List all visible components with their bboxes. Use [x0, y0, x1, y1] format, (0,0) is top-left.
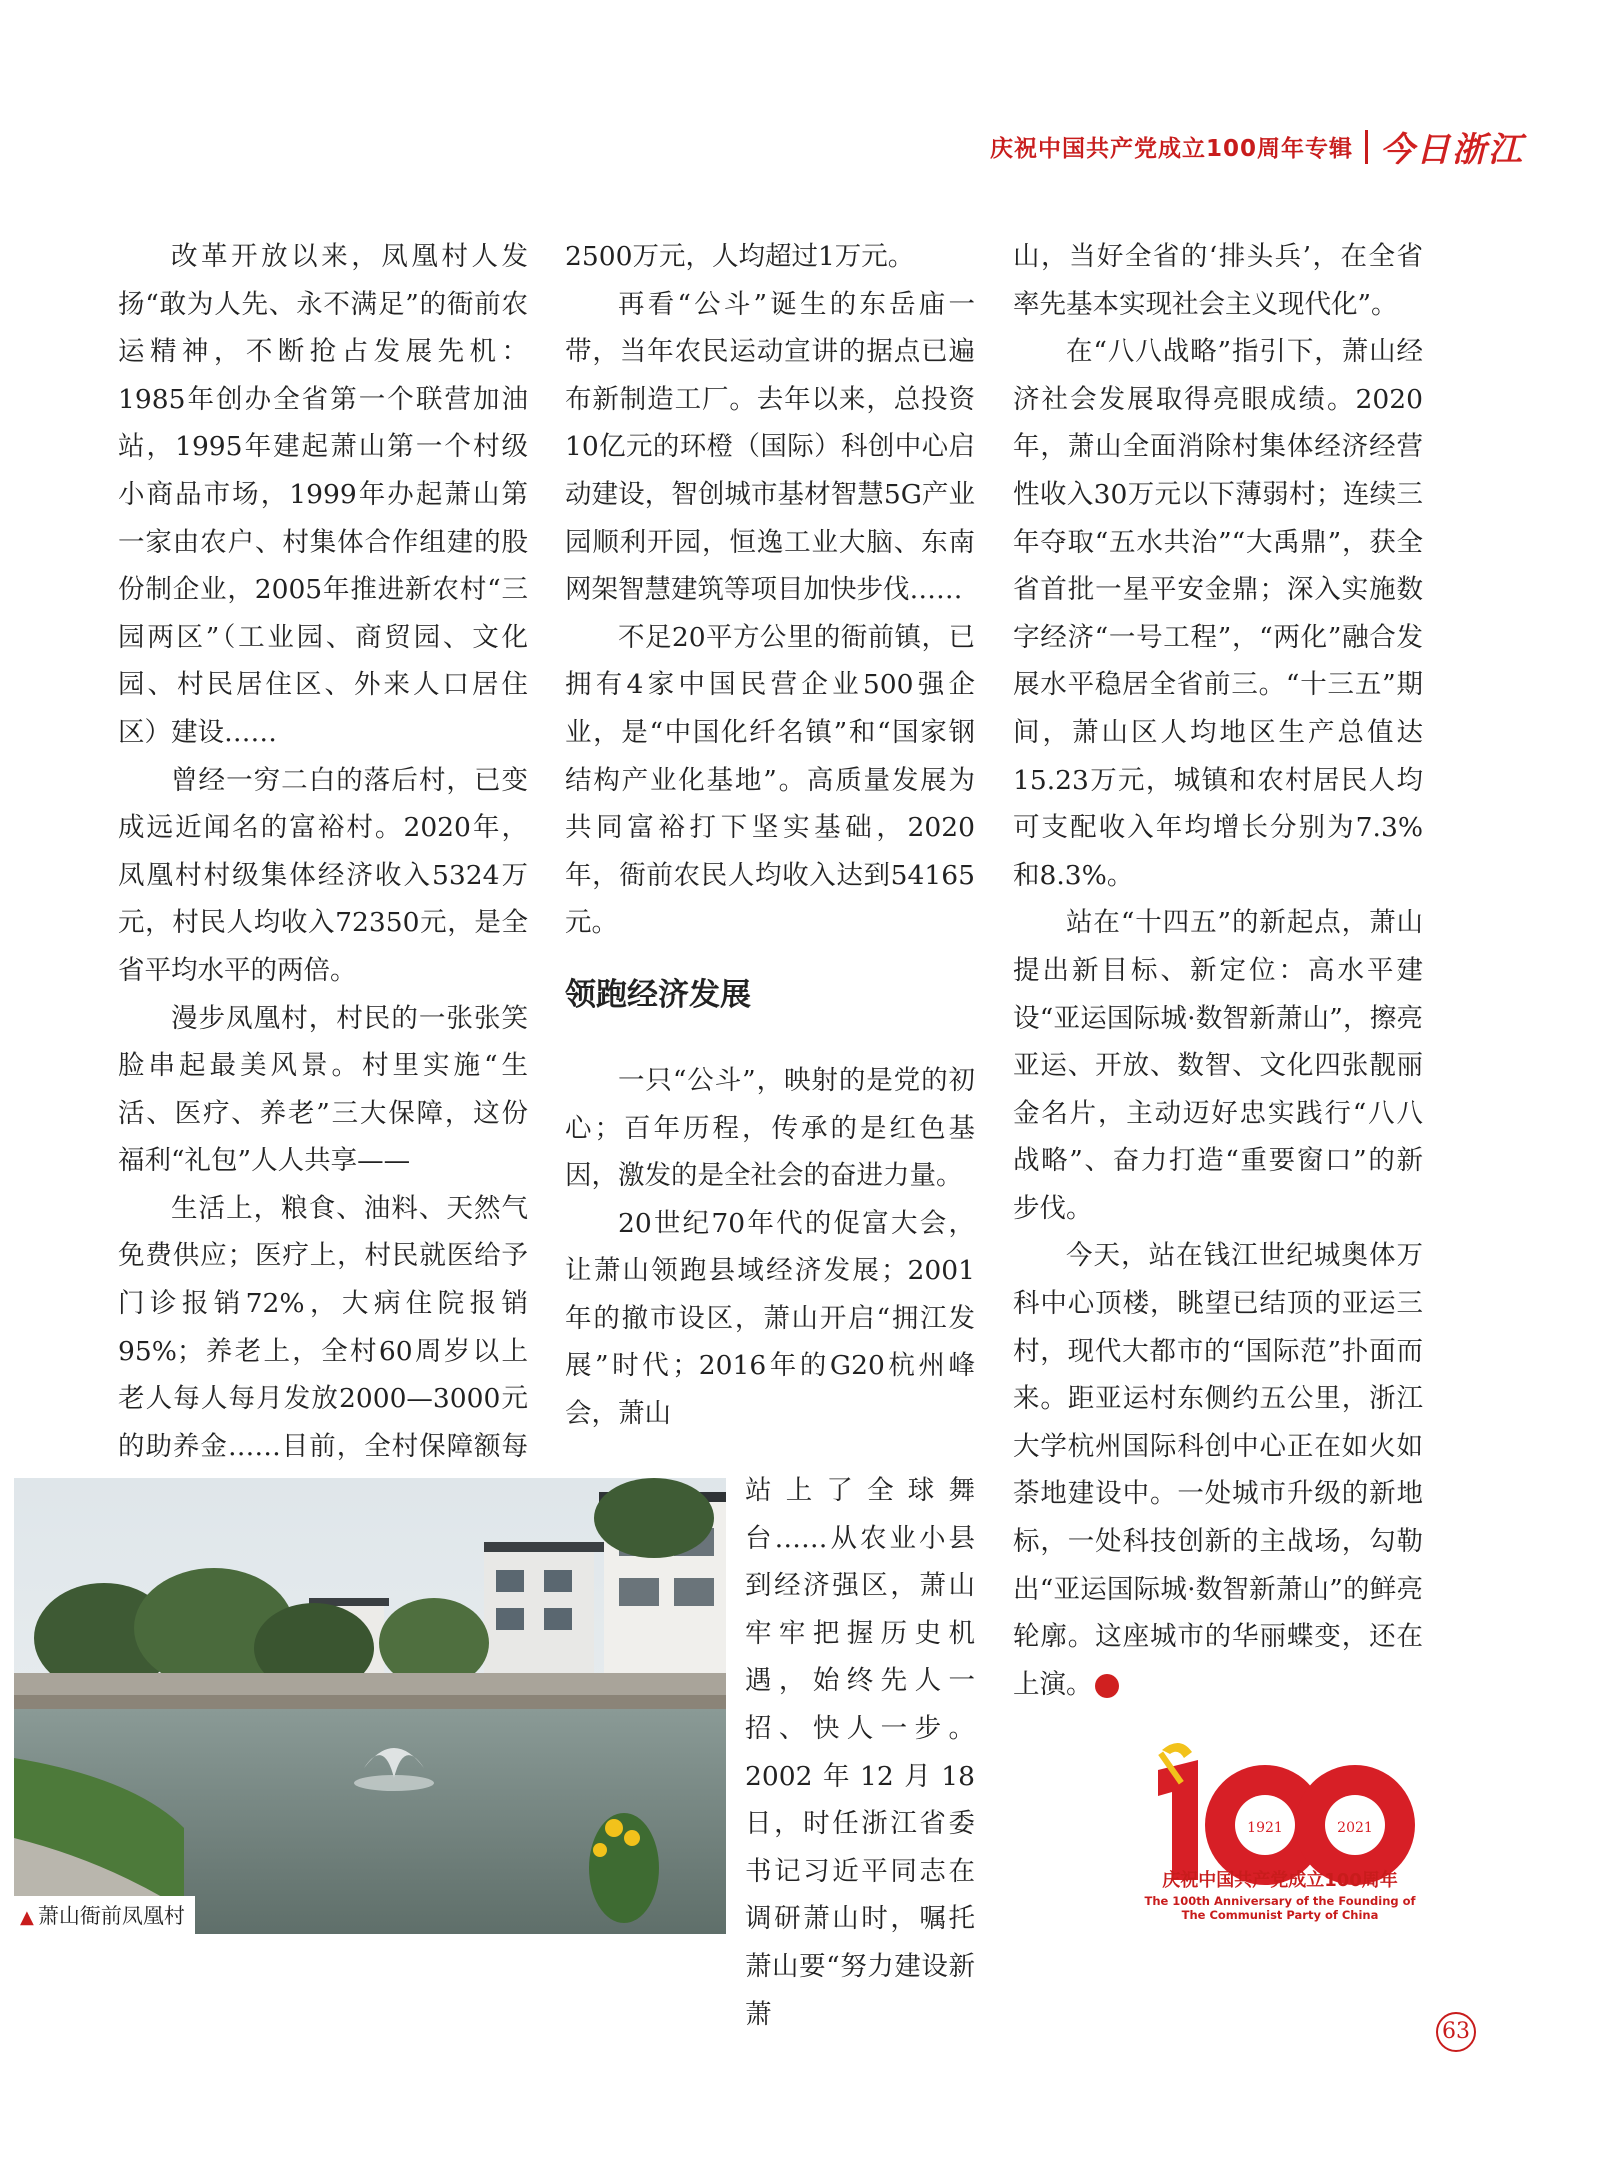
emblem-title-en-line2: The Communist Party of China	[1181, 1908, 1379, 1922]
magazine-logo: 今日浙江	[1380, 130, 1525, 170]
paragraph: 再看“公斗”诞生的东岳庙一带，当年农民运动宣讲的据点已遍布新制造工厂。去年以来，总投资10亿元的环橙（国际）科创中心启动建设，智创城市基材智慧5G产业园顺利开园，恒逸工业大脑、东南网架智慧建筑等项目加快步伐……	[565, 288, 975, 606]
photo-caption-text: 萧山衙前凤凰村	[37, 1904, 185, 1928]
triangle-icon: ▲	[20, 1907, 34, 1928]
page-number: 63	[1436, 2012, 1476, 2052]
paragraph: 生活上，粮食、油料、天然气免费供应；医疗上，村民就医给予门诊报销72%，大病住院报销95%；养老上，全村60周岁以上老人每人每月发放2000—3000元的助养金……目前，全村保障额每	[118, 1192, 528, 1462]
photo-caption	[14, 1896, 195, 1934]
paragraph: 不足20平方公里的衙前镇，已拥有4家中国民营企业500强企业，是“中国化纤名镇”和“国家钢结构产业化基地”。高质量发展为共同富裕打下坚实基础，2020年，衙前农民人均收入达到54165元。	[565, 621, 975, 939]
paragraph-continued: 2500万元，人均超过1万元。	[565, 241, 915, 272]
paragraph-continued: 山，当好全省的‘排头兵’，在全省率先基本实现社会主义现代化”。	[1013, 241, 1423, 320]
paragraph: 漫步凤凰村，村民的一张张笑脸串起最美风景。村里实施“生活、医疗、养老”三大保障，这份福利“礼包”人人共享——	[118, 1002, 528, 1177]
emblem-title-en	[1130, 1894, 1430, 1922]
paragraph: 20世纪70年代的促富大会，让萧山领跑县域经济发展；2001年的撤市设区，萧山开启“拥江发展”时代；2016年的G20杭州峰会，萧山	[565, 1207, 975, 1430]
paragraph: 一只“公斗”，映射的是党的初心；百年历程，传承的是红色基因，激发的是全社会的奋进力量。	[565, 1064, 975, 1192]
year-end: 2021	[1337, 1820, 1373, 1836]
article-column-2-wrap	[745, 1467, 975, 2038]
village-photo	[14, 1478, 726, 1934]
page-header	[990, 122, 1524, 171]
emblem-title-en-line1: The 100th Anniversary of the Founding of	[1144, 1894, 1416, 1908]
article-column-1	[118, 233, 528, 1518]
paragraph-text: 今天，站在钱江世纪城奥体万科中心顶楼，眺望已结顶的亚运三村，现代大都市的“国际范”扑面而来。距亚运村东侧约五公里，浙江大学杭州国际科创中心正在如火如荼地建设中。一处城市升级的新地标，一处科技创新的主战场，勾勒出“亚运国际城·数智新萧山”的鲜亮轮廓。这座城市的华丽蝶变，还在上演。	[1013, 1240, 1423, 1700]
header-divider	[1365, 130, 1368, 164]
article-column-3	[1013, 233, 1423, 1708]
number-100-graphic	[1158, 1743, 1415, 1885]
emblem-title-cn: 庆祝中国共产党成立100周年	[1162, 1870, 1398, 1891]
paragraph-continued: 站上了全球舞台……从农业小县到经济强区，萧山牢牢把握历史机遇，始终先人一招、快人一步。2002年12月18日，时任浙江省委书记习近平同志在调研萧山时，嘱托萧山要“努力建设新萧	[745, 1475, 975, 2030]
section-heading: 领跑经济发展	[565, 976, 751, 1013]
paragraph: 改革开放以来，凤凰村人发扬“敢为人先、永不满足”的衙前农运精神，不断抢占发展先机：1985年创办全省第一个联营加油站，1995年建起萧山第一个村级小商品市场，1999年办起萧山第一家由农户、村集体合作组建的股份制企业，2005年推进新农村“三园两区”（工业园、商贸园、文化园、村民居住区、外来人口居住区）建设……	[118, 241, 528, 748]
year-start: 1921	[1247, 1820, 1283, 1836]
paragraph: 曾经一穷二白的落后村，已变成远近闻名的富裕村。2020年，凤凰村村级集体经济收入5324万元，村民人均收入72350元，是全省平均水平的两倍。	[118, 764, 528, 986]
party-centenary-emblem	[1140, 1730, 1420, 1960]
paragraph: 站在“十四五”的新起点，萧山提出新目标、新定位：高水平建设“亚运国际城·数智新萧山”，擦亮亚运、开放、数智、文化四张靓丽金名片，主动迈好忠实践行“八八战略”、奋力打造“重要窗口”的新步伐。	[1013, 907, 1423, 1224]
village-photo-illustration	[14, 1478, 726, 1934]
end-mark-icon	[1095, 1674, 1119, 1698]
special-issue-title: 庆祝中国共产党成立100周年专辑	[990, 136, 1354, 162]
paragraph-last	[1013, 1232, 1423, 1708]
paragraph: 在“八八战略”指引下，萧山经济社会发展取得亮眼成绩。2020年，萧山全面消除村集体经济经营性收入30万元以下薄弱村；连续三年夺取“五水共治”“大禹鼎”，获全省首批一星平安金鼎；深入实施数字经济“一号工程”，“两化”融合发展水平稳居全省前三。“十三五”期间，萧山区人均地区生产总值达15.23万元，城镇和农村居民人均可支配收入年均增长分别为7.3%和8.3%。	[1013, 336, 1423, 891]
article-column-2	[565, 233, 975, 1438]
